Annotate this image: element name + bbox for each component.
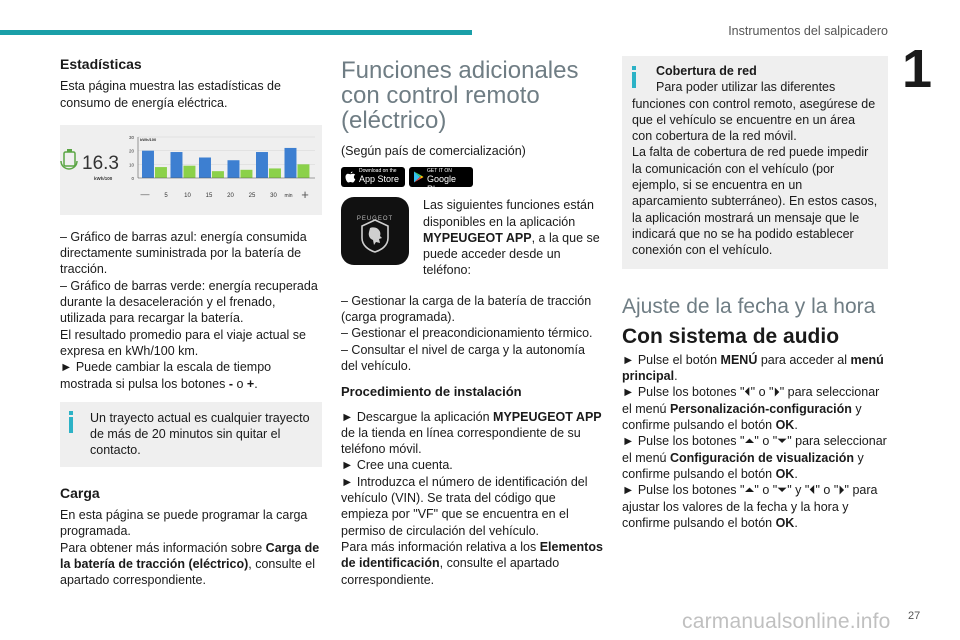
bar-consumed bbox=[199, 157, 211, 178]
bar-recovered bbox=[269, 168, 281, 178]
page-number: 27 bbox=[908, 610, 921, 622]
load-heading: Carga bbox=[60, 484, 100, 501]
date-time-heading: Ajuste de la fecha y la hora bbox=[622, 294, 876, 318]
y-unit-label: kWh/100 bbox=[140, 136, 157, 142]
info-icon bbox=[632, 66, 636, 88]
audio-step-1: ► Pulse el botón MENÚ para acceder al menú principal. bbox=[622, 352, 884, 384]
load-p1: En esta página se puede programar la carga programada. bbox=[60, 508, 308, 539]
country-note: (Según país de comercialización) bbox=[341, 144, 526, 158]
battery-icon bbox=[64, 152, 75, 166]
install-more: Para más información relativa a los Elementos de identificación, consulte el apartado correspondiente. bbox=[341, 539, 603, 587]
network-body-2: La falta de cobertura de red puede impedir la comunicación con el vehículo (por ejemplo, si se encuentra en un aparcamiento subterráneo). En estos casos, la aplicación mostrará un mensaje que le indicará que no se ha podido establecer conexión con el vehículo. bbox=[632, 145, 878, 258]
info-icon bbox=[69, 411, 73, 433]
audio-step-3: ► Pulse los botones "⏶" o "⏷" para seleccionar el menú Configuración de visualización y confirme pulsando el botón OK. bbox=[622, 434, 887, 481]
trip-info-note bbox=[60, 402, 322, 467]
google-play-badge[interactable]: GET IT ON Google Play bbox=[409, 167, 473, 187]
stats-heading: Estadísticas bbox=[60, 56, 142, 72]
bar-recovered bbox=[183, 166, 195, 178]
consumption-unit: kWh/100 bbox=[94, 175, 113, 181]
app-store-badge[interactable]: Download on the App Store bbox=[341, 167, 405, 187]
store-badges bbox=[341, 167, 603, 195]
install-heading: Procedimiento de instalación bbox=[341, 384, 522, 400]
header-accent-bar bbox=[0, 30, 472, 35]
energy-chart bbox=[60, 125, 322, 215]
function-item-1: – Gestionar la carga de la batería de tracción (carga programada). bbox=[341, 293, 592, 325]
app-info-block bbox=[341, 197, 603, 278]
watermark: carmanualsonline.info bbox=[682, 610, 891, 633]
bar-recovered bbox=[297, 164, 309, 178]
network-coverage-note bbox=[622, 56, 888, 269]
blue-bars-desc: – Gráfico de barras azul: energía consumida directamente suministrada por la batería de tracción. bbox=[60, 229, 307, 277]
x-tick-label: 30 bbox=[270, 192, 277, 199]
x-tick-label: 10 bbox=[184, 192, 191, 199]
bar-consumed bbox=[171, 152, 183, 178]
column-3 bbox=[622, 56, 888, 531]
bar-recovered bbox=[155, 167, 167, 178]
install-step-3: ► Introduzca el número de identificación del vehículo (VIN). Se trata del código que empieza por "VF" que se encuentra en el permiso de circulación del vehículo. bbox=[341, 474, 588, 538]
average-desc: El resultado promedio para el viaje actual se expresa en kWh/100 km. bbox=[60, 327, 306, 358]
audio-step-4: ► Pulse los botones "⏶" o "⏷" y "⏴" o "⏵" para ajustar los valores de la fecha y la hora y confirme pulsando el botón OK. bbox=[622, 483, 878, 530]
function-item-2: – Gestionar el preacondicionamiento térmico. bbox=[341, 326, 593, 341]
audio-heading: Con sistema de audio bbox=[622, 324, 840, 348]
google-play-icon bbox=[413, 171, 424, 183]
consumption-value: 16.3 bbox=[82, 152, 119, 174]
install-step-2: ► Cree una cuenta. bbox=[341, 458, 453, 473]
bar-consumed bbox=[256, 152, 268, 178]
install-step-1: ► Descargue la aplicación MYPEUGEOT APP de la tienda en línea correspondiente de su teléfono móvil. bbox=[341, 409, 602, 457]
load-p2: Para obtener más información sobre Carga de la batería de tracción (eléctrico), consulte el apartado correspondiente. bbox=[60, 540, 320, 588]
y-tick-label: 10 bbox=[128, 162, 134, 168]
mypeugeot-app-icon: PEUGEOT bbox=[341, 197, 409, 265]
stats-intro: Esta página muestra las estadísticas de consumo de energía eléctrica. bbox=[60, 79, 281, 110]
x-tick-label: 5 bbox=[164, 192, 168, 199]
y-tick-label: 20 bbox=[128, 148, 134, 154]
y-tick-label: 30 bbox=[128, 134, 134, 140]
energy-chart-svg bbox=[60, 125, 322, 215]
network-line1: Para poder utilizar las diferentes bbox=[656, 80, 836, 95]
green-bars-desc: – Gráfico de barras verde: energía recuperada durante la desaceleración y el frenado, utilizada para recargar la batería. bbox=[60, 278, 318, 326]
network-title: Cobertura de red bbox=[656, 64, 757, 78]
running-header: Instrumentos del salpicadero bbox=[728, 24, 888, 38]
bar-consumed bbox=[228, 160, 240, 178]
y-tick-label: 0 bbox=[131, 175, 134, 181]
x-unit-label: min bbox=[284, 192, 293, 199]
x-tick-label: 20 bbox=[227, 192, 234, 199]
x-tick-label: 25 bbox=[248, 192, 256, 199]
app-desc: Las siguientes funciones están disponibles en la aplicación MYPEUGEOT APP, a la que se puede acceder desde un teléfono: bbox=[423, 198, 600, 278]
remote-functions-heading: Funciones adicionales con control remoto (eléctrico) bbox=[341, 57, 579, 134]
bar-consumed bbox=[285, 148, 297, 178]
audio-step-2: ► Pulse los botones "⏴" o "⏵" para seleccionar el menú Personalización-configuración y confirme pulsando el botón OK. bbox=[622, 385, 880, 433]
x-tick-label: 15 bbox=[205, 192, 213, 199]
network-body: funciones con control remoto, asegúrese de que el vehículo se encuentre en un área con cobertura de la red móvil. bbox=[632, 96, 876, 144]
scale-desc: ► Puede cambiar la escala de tiempo mostrada si pulsa los botones - o +. bbox=[60, 360, 272, 391]
scale-plus-button: + bbox=[301, 186, 309, 202]
battery-icon-cap bbox=[67, 149, 72, 152]
scale-minus-button: — bbox=[140, 188, 150, 199]
function-item-3: – Consultar el nivel de carga y la autonomía del vehículo. bbox=[341, 342, 585, 373]
bar-recovered bbox=[240, 170, 252, 178]
apple-icon bbox=[345, 171, 356, 183]
chapter-number: 1 bbox=[902, 39, 933, 99]
bar-recovered bbox=[212, 171, 224, 178]
bar-consumed bbox=[142, 151, 154, 178]
trip-note-text: Un trayecto actual es cualquier trayecto de más de 20 minutos sin quitar el contacto. bbox=[90, 410, 310, 458]
lion-logo-icon bbox=[359, 219, 391, 253]
column-1 bbox=[60, 56, 322, 589]
column-2 bbox=[341, 56, 603, 588]
